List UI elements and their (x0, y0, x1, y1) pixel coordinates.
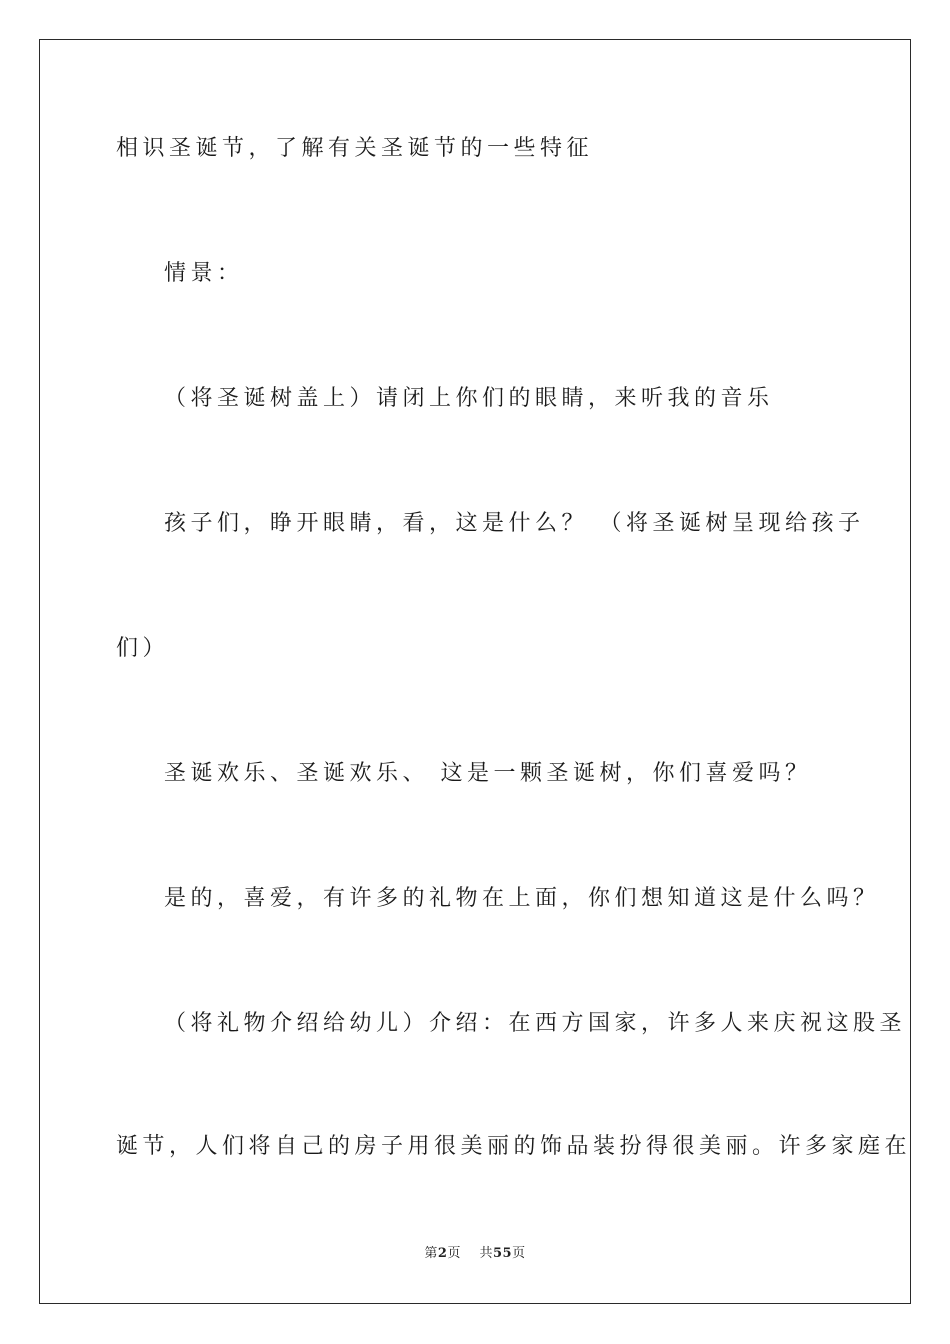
page-footer (0, 1245, 950, 1263)
text-line-5: 们） (116, 636, 170, 661)
total-prefix: 共 (479, 1246, 493, 1261)
text-line-1: 相识圣诞节，了解有关圣诞节的一些特征 (116, 136, 594, 161)
text-line-7: 是的，喜爱，有许多的礼物在上面，你们想知道这是什么吗？ (164, 886, 880, 911)
text-line-6: 圣诞欢乐、圣诞欢乐、 这是一颗圣诞树，你们喜爱吗？ (164, 761, 812, 786)
text-line-2: 情景： (164, 261, 244, 286)
page-prefix: 第 (424, 1246, 438, 1261)
total-suffix: 页 (512, 1246, 526, 1261)
page-border (39, 39, 911, 1304)
page-number: 2 (437, 1246, 448, 1261)
page-suffix: 页 (447, 1246, 461, 1261)
text-line-8: （将礼物介绍给幼儿）介绍：在西方国家，许多人来庆祝这股圣 (164, 1011, 907, 1036)
text-line-9: 诞节，人们将自己的房子用很美丽的饰品装扮得很美丽。许多家庭在 (116, 1134, 912, 1159)
total-pages: 55 (493, 1246, 513, 1261)
text-line-3: （将圣诞树盖上）请闭上你们的眼睛，来听我的音乐 (164, 386, 774, 411)
text-line-4: 孩子们，睁开眼睛，看，这是什么？ （将圣诞树呈现给孩子 (164, 511, 865, 536)
